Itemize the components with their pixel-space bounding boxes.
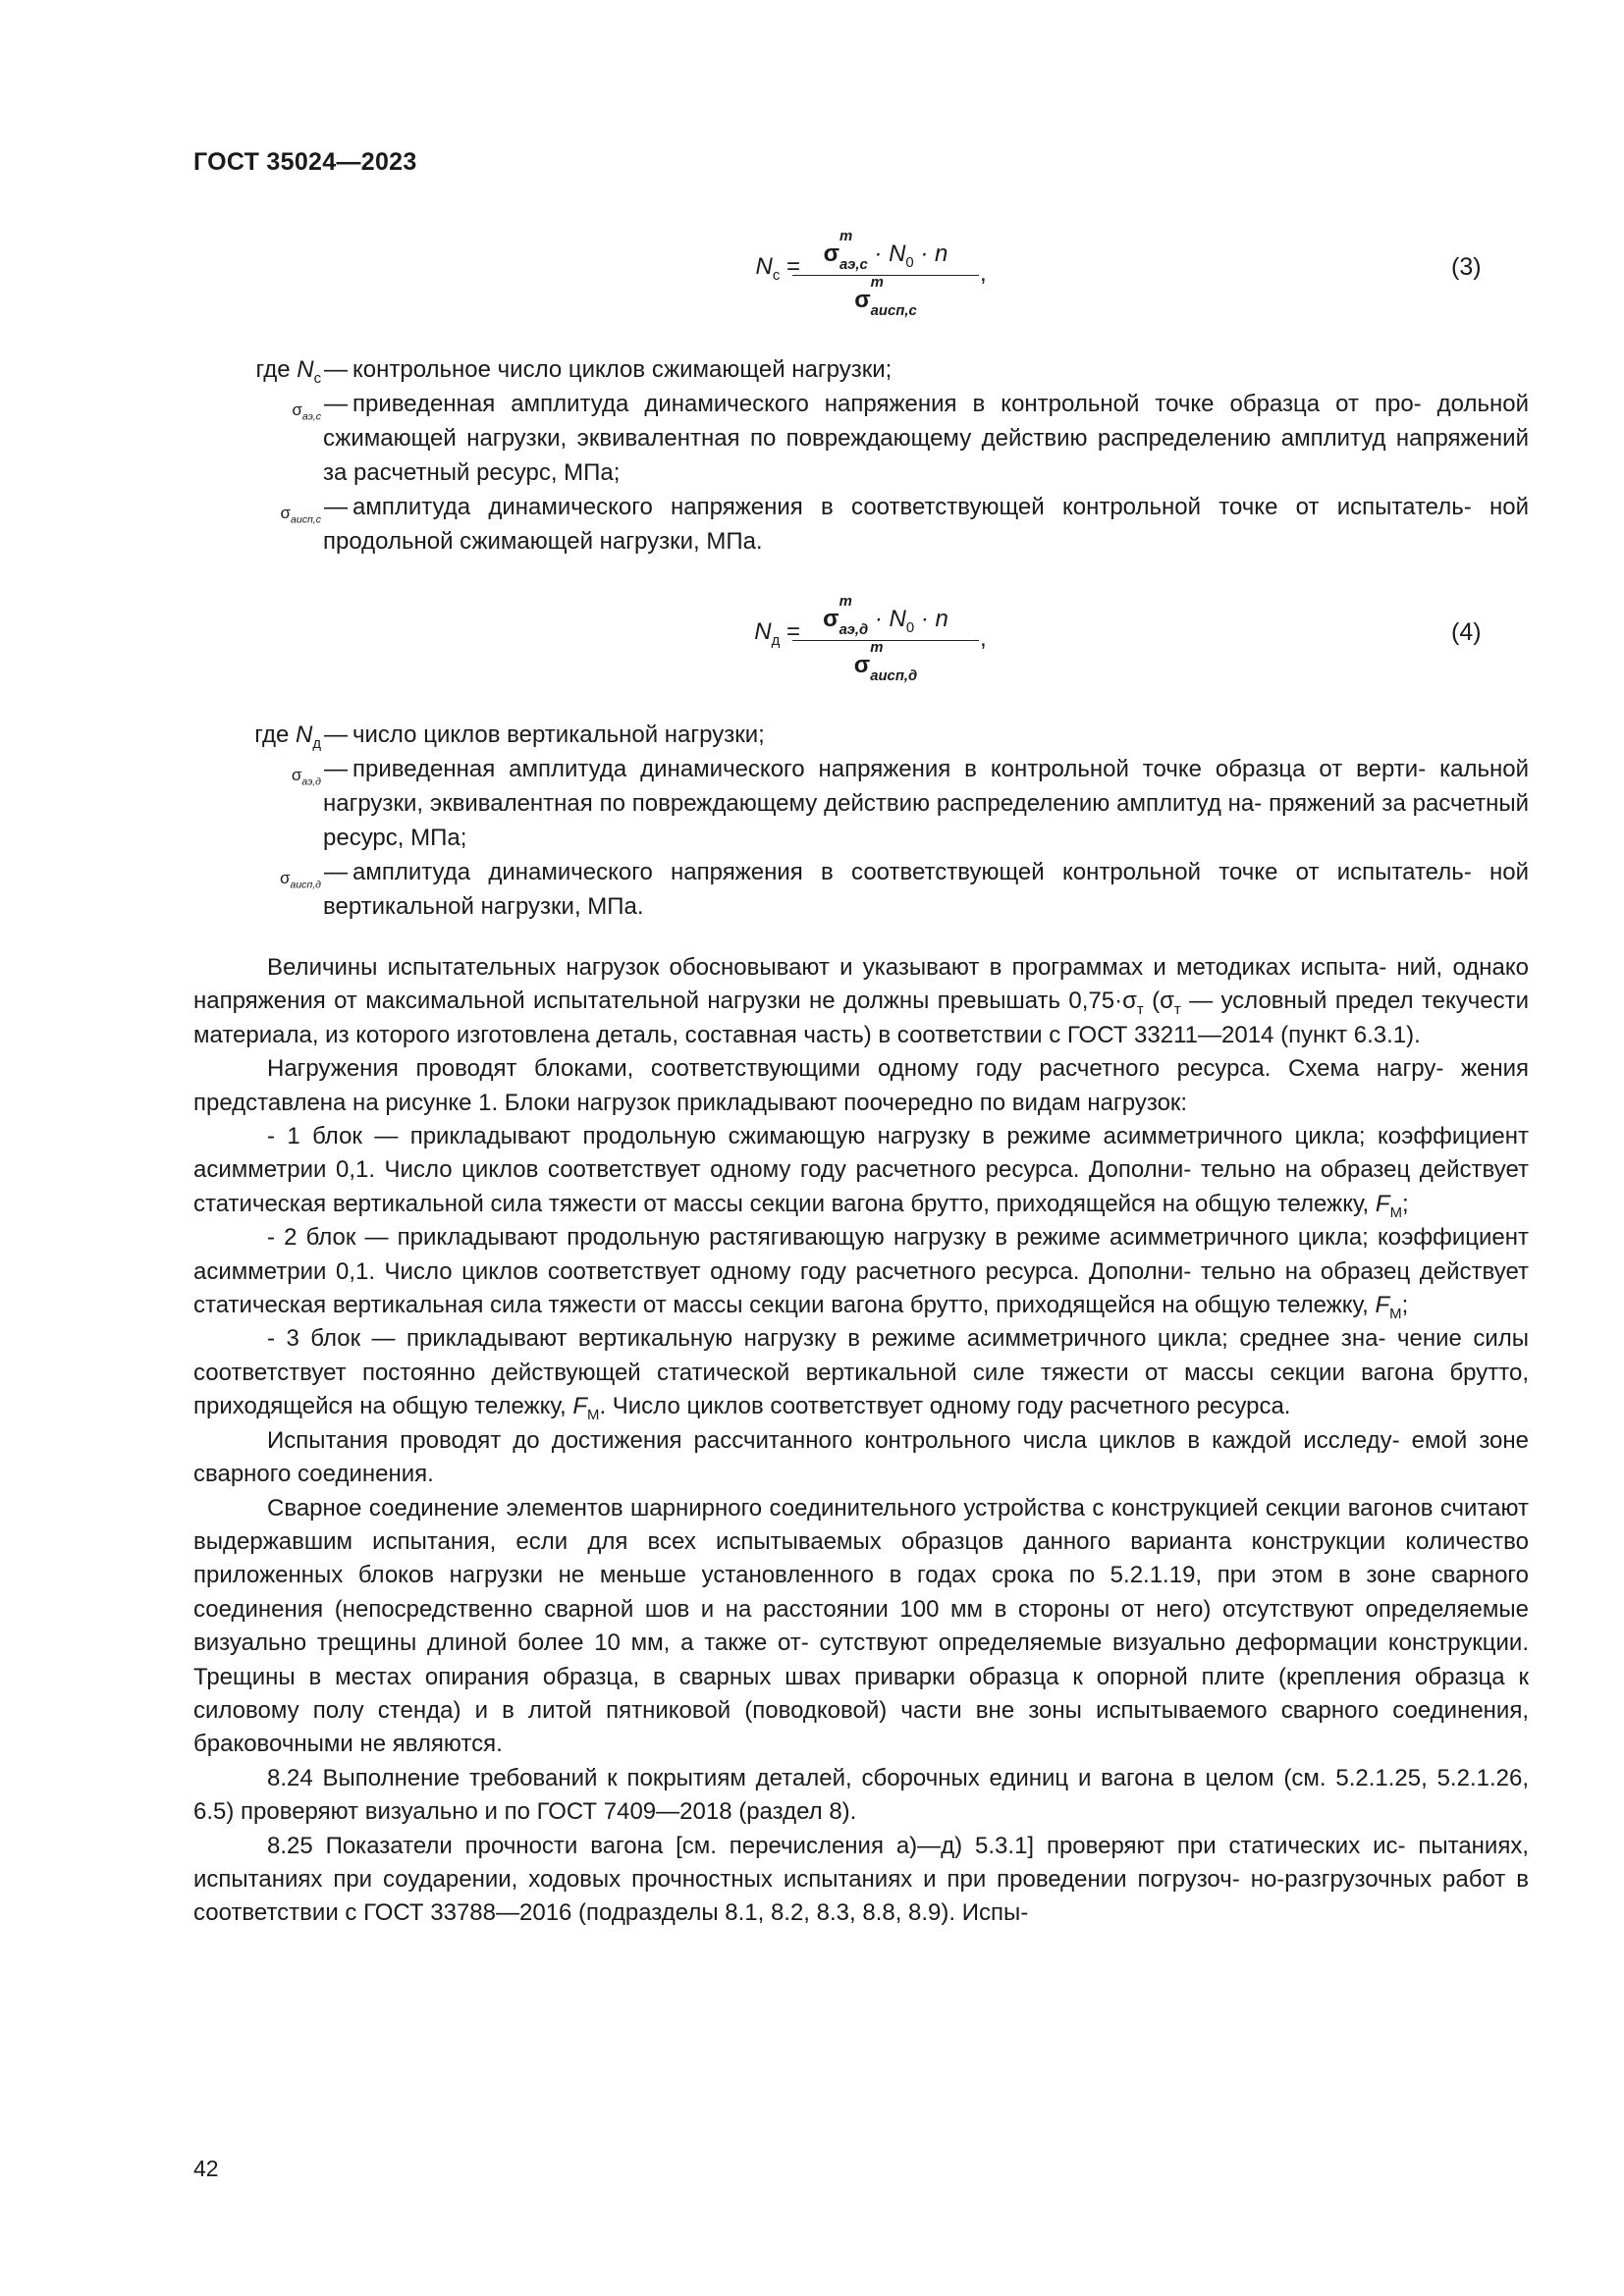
numerator: σ m $_{аэ,д} \cdot N_0 \cdot n$ [823,594,948,638]
body-text [193,951,1529,1931]
paragraph: Величины испытательных нагрузок обосновывают и указывают в программах и методиках испыта- ний, однако напряжения от максимальной испытательной нагрузки не должны превышать $0,75\cdot\sigma_т$ ($\sigma_т$ — условный предел текучести материала, из которого изготовлена деталь, составная часть) в соответствии с ГОСТ 33211—2014 (пункт 6.3.1). [193,954,1529,1048]
definition-item: $\sigma_{аэ,д}$ — приведенная амплитуда динамического напряжения в контрольной точке образца от верти- кальной нагрузки, эквивалентная по повреждающему действию распределению амплитуд на- пряжений за расчетный ресурс, МПа; [291,756,1529,851]
definitions-3 [193,352,1529,559]
equation-number-4: (4) [1451,618,1482,646]
definition-item: $\sigma_{аисп,д}$ — амплитуда динамического напряжения в соответствующей контрольной точке от испытатель- ной вертикальной нагрузки, МПа. [279,859,1529,920]
document-page: ГОСТ 35024—2023 $N_с$ = σ m $_{аэ,с} \cdot N_0 \cdot n$ σ m $_{аисп,с}$ , (3) где $N_с$ — контрольное число циклов сжимающей нагрузки; $\sigma_{аэ,с}$ — приведенная амплитуда динамического напряжения в контрольной точке образца от про- дольной сжимающей нагрузки, эквивалентная по повреждающему действию распределению амплитуд напряжений за расчетный ресурс, МПа; $\sigma_{аисп,с}$ — амплитуда динамического напряжения в соответствующей контрольной точке от испытатель- ной продольной сжимающей нагрузки, МПа. $N_д$ = σ m $_{аэ,д} \cdot N_0 \cdot n$ σ m $_{аисп,д}$ , (4) где $N_д$ — число циклов вертикальной нагрузки; $\sigma_{аэ,д}$ — приведенная амплитуда динамического напряжения в контрольной точке образца от верти- кальной нагрузки, эквивалентная по повреждающему действию распределению амплитуд на- пряжений за расчетный ресурс, МПа; $\sigma_{аисп,д}$ — амплитуда динамического напряжения в соответствующей контрольной точке от испытатель- ной вертикальной нагрузки, МПа. Величины испытательных нагрузок обосновывают и указывают в программах и методиках испыта- ний, однако напряжения от максимальной испытательной нагрузки не должны превышать $0,75\cdot\sigma_т$ ($\sigma_т$ — условный предел текучести материала, из которого изготовлена деталь, составная часть) в соответствии с ГОСТ 33211—2014 (пункт 6.3.1). Нагружения проводят блоками, соответствующими одному году расчетного ресурса. Схема нагру- жения представлена на рисунке 1. Блоки нагрузок прикладывают поочередно по видам нагрузок: - 1 блок — прикладывают продольную сжимающую нагрузку в режиме асимметричного цикла; коэффициент асимметрии 0,1. Число циклов соответствует одному году расчетного ресурса. Дополни- тельно на образец действует статическая вертикальной сила тяжести от массы секции вагона брутто, приходящейся на общую тележку, $F_М$; - 2 блок — прикладывают продольную растягивающую нагрузку в режиме асимметричного цикла; коэффициент асимметрии 0,1. Число циклов соответствует одному году расчетного ресурса. Дополни- тельно на образец действует статическая вертикальная сила тяжести от массы секции вагона брутто, приходящейся на общую тележку, $F_М$; - 3 блок — прикладывают вертикальную нагрузку в режиме асимметричного цикла; среднее зна- чение силы соответствует постоянно действующей статической вертикальной силе тяжести от массы секции вагона брутто, приходящейся на общую тележку, $F_М$. Число циклов соответствует одному году расчетного ресурса. Испытания проводят до достижения рассчитанного контрольного числа циклов в каждой исследу- емой зоне сварного соединения. Сварное соединение элементов шарнирного соединительного устройства с конструкцией секции вагонов считают выдержавшим испытания, если для всех испытываемых образцов данного варианта конструкции количество приложенных блоков нагрузки не меньше установленного в годах срока по 5.2.1.19, при этом в зоне сварного соединения (непосредственно сварной шов и на расстоянии 100 мм в стороны от него) отсутствуют определяемые визуально трещины длиной более 10 мм, а также от- сутствуют определяемые визуально деформации конструкции. Трещины в местах опирания образца, в сварных швах приварки образца к опорной плите (крепления образца к силовому полу стенда) и в литой пятниковой (поводковой) части вне зоны испытываемого сварного соединения, браковочными не являются. 8.24 Выполнение требований к покрытиям деталей, сборочных единиц и вагона в целом (см. 5.2.1.25, 5.2.1.26, 6.5) проверяют визуально и по ГОСТ 7409—2018 (раздел 8). 8.25 Показатели прочности вагона [см. перечисления а)—д) 5.3.1] проверяют при статических ис- пытаниях, испытаниях при соударении, ходовых прочностных испытаниях и при проведении погрузоч- но-разгрузочных работ в соответствии с ГОСТ 33788—2016 (подразделы 8.1, 8.2, 8.3, 8.8, 8.9). Испы- 42 [193,148,1529,2181]
paragraph: Нагружения проводят блоками, соответствующими одному году расчетного ресурса. Схема нагру- жения представлена на рисунке 1. Блоки нагрузок прикладывают поочередно по видам нагрузок: [193,1055,1529,1116]
fraction-bar [792,275,979,276]
equation-number-3: (3) [1451,253,1482,281]
paragraph: 8.24 Выполнение требований к покрытиям деталей, сборочных единиц и вагона в целом (см. 5.2.1.25, 5.2.1.26, 6.5) проверяют визуально и по ГОСТ 7409—2018 (раздел 8). [193,1764,1529,1826]
fraction-bar [792,640,979,641]
numerator: σ m $_{аэ,с} \cdot N_0 \cdot n$ [823,229,948,273]
denominator: σ m $_{аисп,д}$ [853,640,918,684]
document-header: ГОСТ 35024—2023 [193,148,417,176]
list-item: - 1 блок — прикладывают продольную сжимающую нагрузку в режиме асимметричного цикла; коэффициент асимметрии 0,1. Число циклов соответствует одному году расчетного ресурса. Дополни- тельно на образец действует статическая вертикальной сила тяжести от массы секции вагона брутто, приходящейся на общую тележку, $F_М$; [193,1123,1529,1221]
definition-item: $\sigma_{аисп,с}$ — амплитуда динамического напряжения в соответствующей контрольной точке от испытатель- ной продольной сжимающей нагрузки, МПа. [280,494,1529,555]
denominator: σ m $_{аисп,с}$ [854,275,917,319]
list-item: - 2 блок — прикладывают продольную растягивающую нагрузку в режиме асимметричного цикла; коэффициент асимметрии 0,1. Число циклов соответствует одному году расчетного ресурса. Дополни- тельно на образец действует статическая вертикальная сила тяжести от массы секции вагона брутто, приходящейся на общую тележку, $F_М$; [193,1224,1529,1322]
definition-item: где $N_д$ — число циклов вертикальной нагрузки; [254,721,765,752]
page-number: 42 [193,2156,219,2181]
paragraph: Сварное соединение элементов шарнирного соединительного устройства с конструкцией секции вагонов считают выдержавшим испытания, если для всех испытываемых образцов данного варианта конструкции количество приложенных блоков нагрузки не меньше установленного в годах срока по 5.2.1.19, при этом в зоне сварного соединения (непосредственно сварной шов и на расстоянии 100 мм в стороны от него) отсутствуют определяемые визуально трещины длиной более 10 мм, а также от- сутствуют определяемые визуально деформации конструкции. Трещины в местах опирания образца, в сварных швах приварки образца к опорной плите (крепления образца к силовому полу стенда) и в литой пятниковой (поводковой) части вне зоны испытываемого сварного соединения, браковочными не являются. [193,1494,1529,1758]
definitions-4 [193,718,1529,924]
paragraph: Испытания проводят до достижения рассчитанного контрольного числа циклов в каждой исследу- емой зоне сварного соединения. [193,1426,1529,1488]
definition-item: где $N_с$ — контрольное число циклов сжимающей нагрузки; [255,356,893,387]
definition-item: $\sigma_{аэ,с}$ — приведенная амплитуда динамического напряжения в контрольной точке образца от про- дольной сжимающей нагрузки, эквивалентная по повреждающему действию распределению амплитуд напряжений за расчетный ресурс, МПа; [292,391,1529,486]
paragraph: 8.25 Показатели прочности вагона [см. перечисления а)—д) 5.3.1] проверяют при статических ис- пытаниях, испытаниях при соударении, ходовых прочностных испытаниях и при проведении погрузоч- но-разгрузочных работ в соответствии с ГОСТ 33788—2016 (подразделы 8.1, 8.2, 8.3, 8.8, 8.9). Испы- [193,1832,1529,1927]
list-item: - 3 блок — прикладывают вертикальную нагрузку в режиме асимметричного цикла; среднее зна- чение силы соответствует постоянно действующей статической вертикальной силе тяжести от массы секции вагона брутто, приходящейся на общую тележку, $F_М$. Число циклов соответствует одному году расчетного ресурса. [193,1325,1529,1424]
